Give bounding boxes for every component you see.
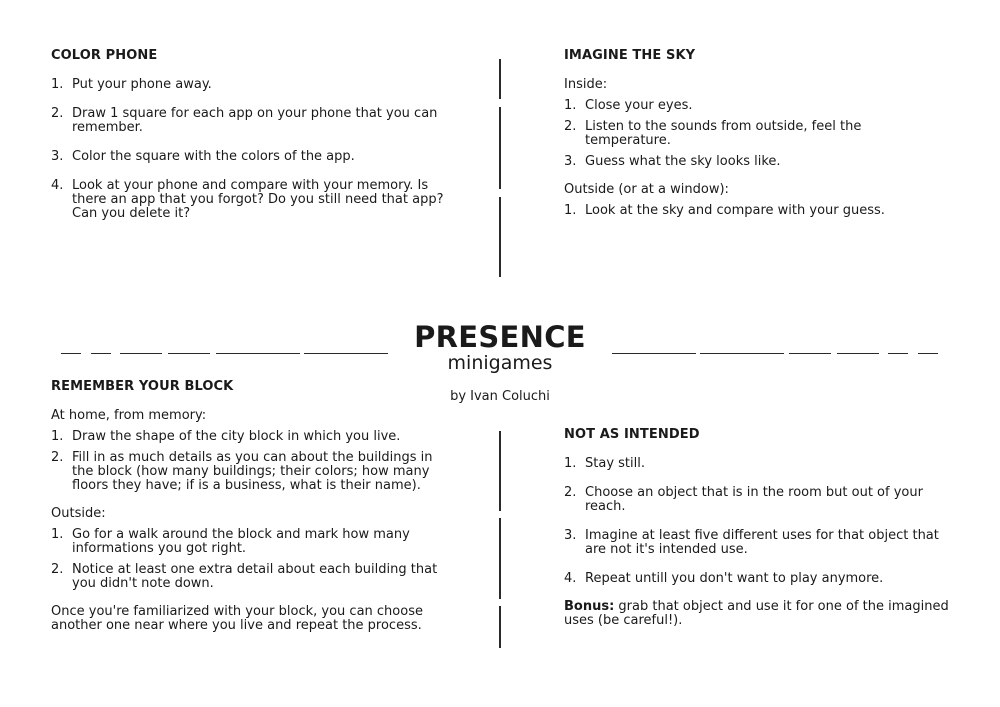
- divider-bottom-1: [499, 431, 501, 511]
- step-text: Imagine at least five different uses for that object that are not it's intended use.: [585, 528, 939, 557]
- list-item: [564, 155, 894, 169]
- step-text: Close your eyes.: [585, 98, 693, 113]
- bonus-label: Bonus:: [564, 599, 615, 614]
- home-label: At home, from memory:: [51, 408, 207, 423]
- step-number: 1.: [51, 77, 64, 92]
- step-text: Guess what the sky looks like.: [585, 154, 781, 169]
- step-number: 4.: [564, 571, 577, 586]
- step-text: Draw 1 square for each app on your phone that you can remember.: [72, 106, 438, 135]
- step-number: 1.: [51, 429, 64, 444]
- step-text: Listen to the sounds from outside, feel the temperature.: [585, 119, 862, 148]
- imagine-sky-title: IMAGINE THE SKY: [564, 48, 696, 63]
- step-number: 1.: [564, 98, 577, 113]
- bonus-note: [564, 600, 954, 628]
- step-number: 1.: [51, 527, 64, 542]
- closing-text: Once you're familiarized with your block, you can choose another one near where you live and repeat the process.: [51, 604, 423, 633]
- step-text: Draw the shape of the city block in which you live.: [72, 429, 401, 444]
- outside-label: Outside (or at a window):: [564, 182, 729, 197]
- list-item: [564, 529, 954, 557]
- list-item: [51, 451, 446, 493]
- list-item: [51, 528, 446, 556]
- list-item: [564, 204, 894, 218]
- not-intended-title: NOT AS INTENDED: [564, 427, 700, 442]
- step-text: Choose an object that is in the room but out of your reach.: [585, 485, 923, 514]
- bonus-text: grab that object and use it for one of the imagined uses (be careful!).: [564, 599, 949, 628]
- list-item: [51, 78, 451, 92]
- step-number: 3.: [564, 154, 577, 169]
- step-text: Look at your phone and compare with your memory. Is there an app that you forgot? Do you still need that app? Can you delete it?: [72, 178, 444, 221]
- step-number: 1.: [564, 203, 577, 218]
- step-text: Notice at least one extra detail about each building that you didn't note down.: [72, 562, 438, 591]
- not-intended-section: [564, 428, 954, 628]
- step-text: Fill in as much details as you can about the buildings in the block (how many buildings; their colors; how many floors they have; if is a business, what is their name).: [72, 450, 433, 493]
- step-number: 1.: [564, 456, 577, 471]
- color-phone-title: COLOR PHONE: [51, 48, 158, 63]
- page-author: by Ivan Coluchi: [450, 389, 550, 404]
- step-number: 2.: [564, 485, 577, 500]
- step-number: 2.: [51, 106, 64, 121]
- divider-top-2: [499, 107, 501, 189]
- step-number: 2.: [51, 562, 64, 577]
- list-item: [51, 107, 451, 135]
- step-number: 3.: [564, 528, 577, 543]
- step-text: Color the square with the colors of the app.: [72, 149, 355, 164]
- step-number: 2.: [51, 450, 64, 465]
- list-item: [51, 179, 451, 221]
- list-item: [564, 457, 954, 471]
- remember-block-section: [51, 380, 446, 633]
- step-number: 3.: [51, 149, 64, 164]
- divider-bottom-3: [499, 606, 501, 648]
- divider-top-1: [499, 59, 501, 99]
- list-item: [51, 430, 446, 444]
- step-text: Stay still.: [585, 456, 645, 471]
- list-item: [51, 563, 446, 591]
- page-title: PRESENCE: [414, 320, 586, 354]
- step-text: Go for a walk around the block and mark how many informations you got right.: [72, 527, 410, 556]
- list-item: [564, 572, 954, 586]
- divider-top-3: [499, 197, 501, 277]
- page-subtitle: minigames: [447, 352, 553, 374]
- step-number: 4.: [51, 178, 64, 193]
- step-text: Repeat untill you don't want to play anymore.: [585, 571, 884, 586]
- divider-bottom-2: [499, 518, 501, 599]
- step-text: Put your phone away.: [72, 77, 212, 92]
- list-item: [564, 120, 894, 148]
- inside-label: Inside:: [564, 77, 608, 92]
- list-item: [564, 99, 894, 113]
- outside-label: Outside:: [51, 506, 106, 521]
- imagine-sky-section: [564, 49, 894, 218]
- color-phone-section: [51, 49, 451, 221]
- list-item: [51, 150, 451, 164]
- step-text: Look at the sky and compare with your guess.: [585, 203, 885, 218]
- step-number: 2.: [564, 119, 577, 134]
- list-item: [564, 486, 954, 514]
- remember-block-title: REMEMBER YOUR BLOCK: [51, 379, 234, 394]
